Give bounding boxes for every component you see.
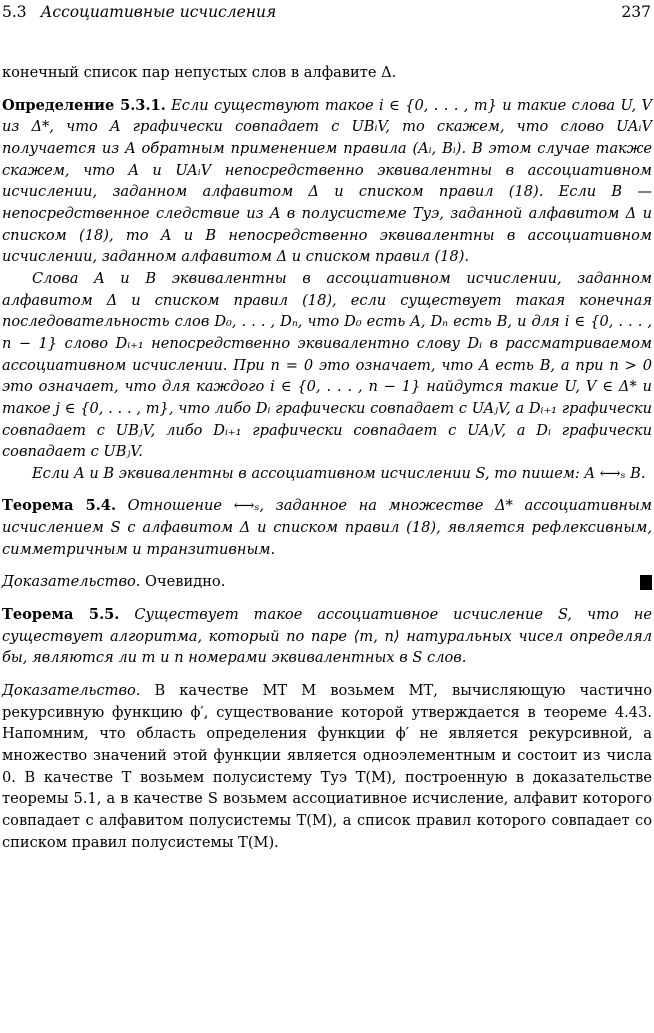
paragraph-text: Существует такое ассоциативное исчисление S, что не существует алгоритма, который по паре ⟨m, n⟩ натуральных чисел определял бы, являются ли m и n номерами эквивалентных в S слов. [2,606,652,667]
paragraph-gap [2,84,652,95]
definition-paragraph [2,463,652,485]
labeled-paragraph [2,680,652,853]
section-heading [2,1,276,23]
section-title: Ассоциативные исчисления [40,3,277,21]
paragraph-text: конечный список пар непустых слов в алфавите Δ. [2,64,397,81]
labeled-paragraph [2,604,652,669]
definition-paragraph [2,268,652,463]
paragraph-label: Теорема 5.4. [2,497,117,515]
labeled-paragraph [2,495,652,560]
paragraph-label: Теорема 5.5. [2,606,120,624]
paragraph-label: Доказательство. [2,573,141,591]
running-header [0,1,654,23]
qed-square-icon [640,575,652,590]
paragraph-gap [2,669,652,680]
paragraph-text: Если A и B эквивалентны в ассоциативном исчислении S, то пишем: A ⟷ₛ B. [32,464,646,482]
paragraph-gap [2,560,652,571]
section-number: 5.3 [2,3,27,21]
paragraph-text: Если существуют такое i ∈ {0, . . . , m} и такие слова U, V из Δ*, что A графически совпадает с UBᵢV, то скажем, что слово UAᵢV получается из A обратным применением правила (Aᵢ, Bᵢ). В этом случае также скажем, что A и UAᵢV непосредственно эквивалентны в ассоциативном исчислении, заданном алфавитом Δ и списком правил (18). Если B — непосредственное следствие из A в полусистеме Туэ, заданной алфавитом Δ и списком (18), то A и B непосредственно эквивалентны в ассоциативном исчислении, заданном алфавитом Δ и списком правил (18). [2,96,653,266]
labeled-paragraph [2,95,652,268]
text-paragraph [2,62,652,84]
paragraph-text: Слова A и B эквивалентны в ассоциативном исчислении, заданном алфавитом Δ и списком правил (18), если существует такая конечная последовательность слов D₀, . . . , Dₙ, что D₀ есть A, Dₙ есть B, и для i ∈ {0, . . . , n − 1} слово Dᵢ₊₁ непосредственно эквивалентно слову Dᵢ в рассматриваемом ассоциативном исчислении. При n = 0 это означает, что A есть B, а при n > 0 это означает, что для каждого i ∈ {0, . . . , n − 1} найдутся такие U, V ∈ Δ* и такое j ∈ {0, . . . , m}, что либо Dᵢ графически совпадает с UAⱼV, а Dᵢ₊₁ графически совпадает с UBⱼV, либо Dᵢ₊₁ графически совпадает с UAⱼV, а Dᵢ графически совпадает с UBⱼV. [2,269,652,461]
page-number: 237 [621,3,651,21]
paragraph-text: В качестве МТ M возьмем МТ, вычисляющую частично рекурсивную функцию ϕ′, существование которой утверждается в теореме 4.43. Напомним, что область определения функции ϕ′ не является рекурсивной, а множество значений этой функции является одноэлементным и состоит из числа 0. В качестве T возьмем полусистему Туэ T(M), построенную в доказательстве теоремы 5.1, а в качестве S возьмем ассоциативное исчисление, алфавит которого совпадает с алфавитом полусистемы T(M), а список правил которого совпадает со списком правил полусистемы T(M). [2,682,652,851]
paragraph-gap [2,484,652,495]
paragraph-label: Доказательство. [2,682,141,700]
paragraph-text: Очевидно. [140,573,226,591]
proof-paragraph [2,571,652,593]
paragraph-text: Отношение ⟷ₛ, заданное на множестве Δ* ассоциативным исчислением S с алфавитом Δ и списком правил (18), является рефлексивным, симметричным и транзитивным. [2,497,652,558]
page-body [2,62,652,853]
paragraph-gap [2,593,652,604]
paragraph-label: Определение 5.3.1. [2,96,166,114]
